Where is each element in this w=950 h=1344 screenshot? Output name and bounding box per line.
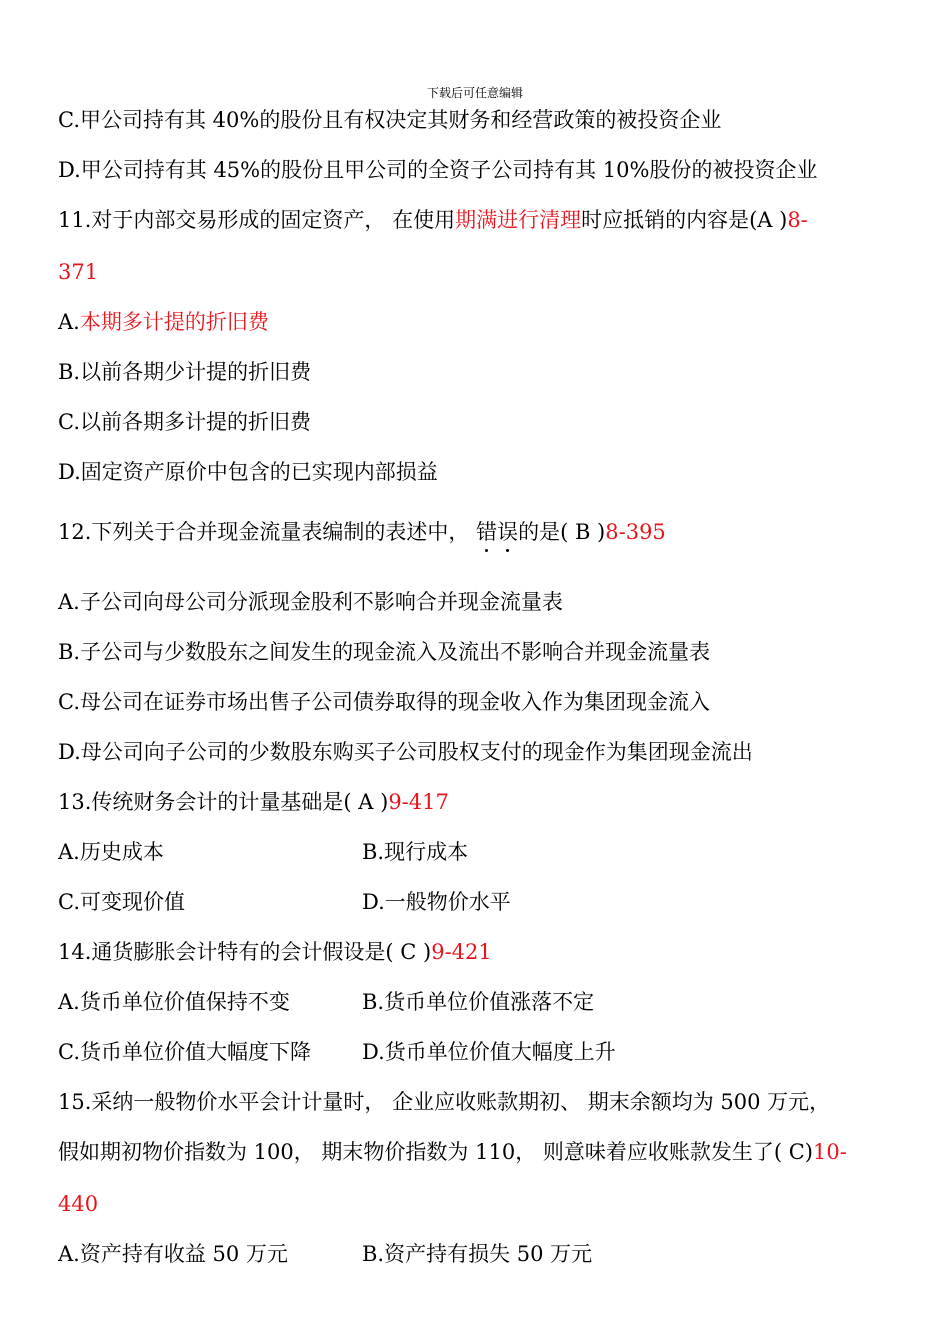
q11-option-a-text: 本期多计提的折旧费 (79, 310, 269, 334)
q12-stem-pre: 12.下列关于合并现金流量表编制的表述中， (58, 520, 477, 544)
q10-option-c: C.甲公司持有其 40%的股份且有权决定其财务和经营政策的被投资企业 (58, 108, 722, 132)
q14-options-row-1 (58, 988, 595, 1016)
q14-stem (58, 938, 492, 966)
q15-options-row-1 (58, 1240, 593, 1268)
q11-stem-pre: 11.对于内部交易形成的固定资产， 在使用 (58, 208, 456, 232)
q12-option-c: C.母公司在证券市场出售子公司债券取得的现金收入作为集团现金流入 (58, 690, 710, 714)
q11-option-a-prefix: A. (58, 310, 80, 334)
q10-option-d: D.甲公司持有其 45%的股份且甲公司的全资子公司持有其 10%股份的被投资企业 (58, 158, 818, 182)
q13-stem-text: 13.传统财务会计的计量基础是( A ) (58, 790, 389, 814)
q13-option-a: A.历史成本 (58, 840, 164, 864)
q12-option-b: B.子公司与少数股东之间发生的现金流入及流出不影响合并现金流量表 (58, 640, 711, 664)
q11-option-a (58, 308, 269, 336)
q14-option-a: A.货币单位价值保持不变 (58, 990, 290, 1014)
q13-option-c: C.可变现价值 (58, 890, 185, 914)
q11-stem (58, 206, 808, 234)
q13-stem (58, 788, 449, 816)
q11-option-d: D.固定资产原价中包含的已实现内部损益 (58, 460, 438, 484)
q11-stem-highlight: 期满进行清理 (455, 208, 582, 232)
q14-option-d: D.货币单位价值大幅度上升 (362, 1040, 616, 1064)
q15-page-ref-a: 10- (813, 1140, 847, 1164)
q14-stem-text: 14.通货膨胀会计特有的会计假设是( C ) (58, 940, 432, 964)
q15-stem-line-2 (58, 1138, 847, 1166)
q14-option-c: C.货币单位价值大幅度下降 (58, 1040, 311, 1064)
q13-page-ref: 9-417 (388, 790, 449, 814)
q13-options-row-2 (58, 888, 511, 916)
page-header: 下载后可任意编辑 (426, 86, 523, 100)
q15-stem-text: 假如期初物价指数为 100， 期末物价指数为 110， 则意味着应收账款发生了( C) (58, 1140, 813, 1164)
q13-option-d: D.一般物价水平 (362, 890, 511, 914)
q11-option-c: C.以前各期多计提的折旧费 (58, 410, 311, 434)
q15-stem-line-1: 15.采纳一般物价水平会计计量时， 企业应收账款期初、 期末余额均为 500 万元， (58, 1090, 831, 1114)
q11-page-ref-a: 8- (787, 208, 808, 232)
q11-page-ref-b: 371 (58, 260, 99, 284)
q13-option-b: B.现行成本 (362, 840, 469, 864)
q12-emphasis-char-1: 错 (476, 520, 498, 544)
q15-option-b: B.资产持有损失 50 万元 (362, 1242, 593, 1266)
q11-stem-post: 时应抵销的内容是(A ) (581, 208, 788, 232)
q14-options-row-2 (58, 1038, 616, 1066)
q13-options-row-1 (58, 838, 469, 866)
q12-emphasis-char-2: 误 (497, 520, 519, 544)
q12-stem-post: 的是( B ) (518, 520, 606, 544)
q11-option-b: B.以前各期少计提的折旧费 (58, 360, 312, 384)
q12-stem (58, 518, 666, 546)
q12-option-a: A.子公司向母公司分派现金股利不影响合并现金流量表 (58, 590, 563, 614)
q12-page-ref: 8-395 (605, 520, 666, 544)
q15-option-a: A.资产持有收益 50 万元 (58, 1242, 288, 1266)
q12-option-d: D.母公司向子公司的少数股东购买子公司股权支付的现金作为集团现金流出 (58, 740, 753, 764)
q14-option-b: B.货币单位价值涨落不定 (362, 990, 595, 1014)
q15-page-ref-b: 440 (58, 1192, 99, 1216)
q14-page-ref: 9-421 (431, 940, 492, 964)
